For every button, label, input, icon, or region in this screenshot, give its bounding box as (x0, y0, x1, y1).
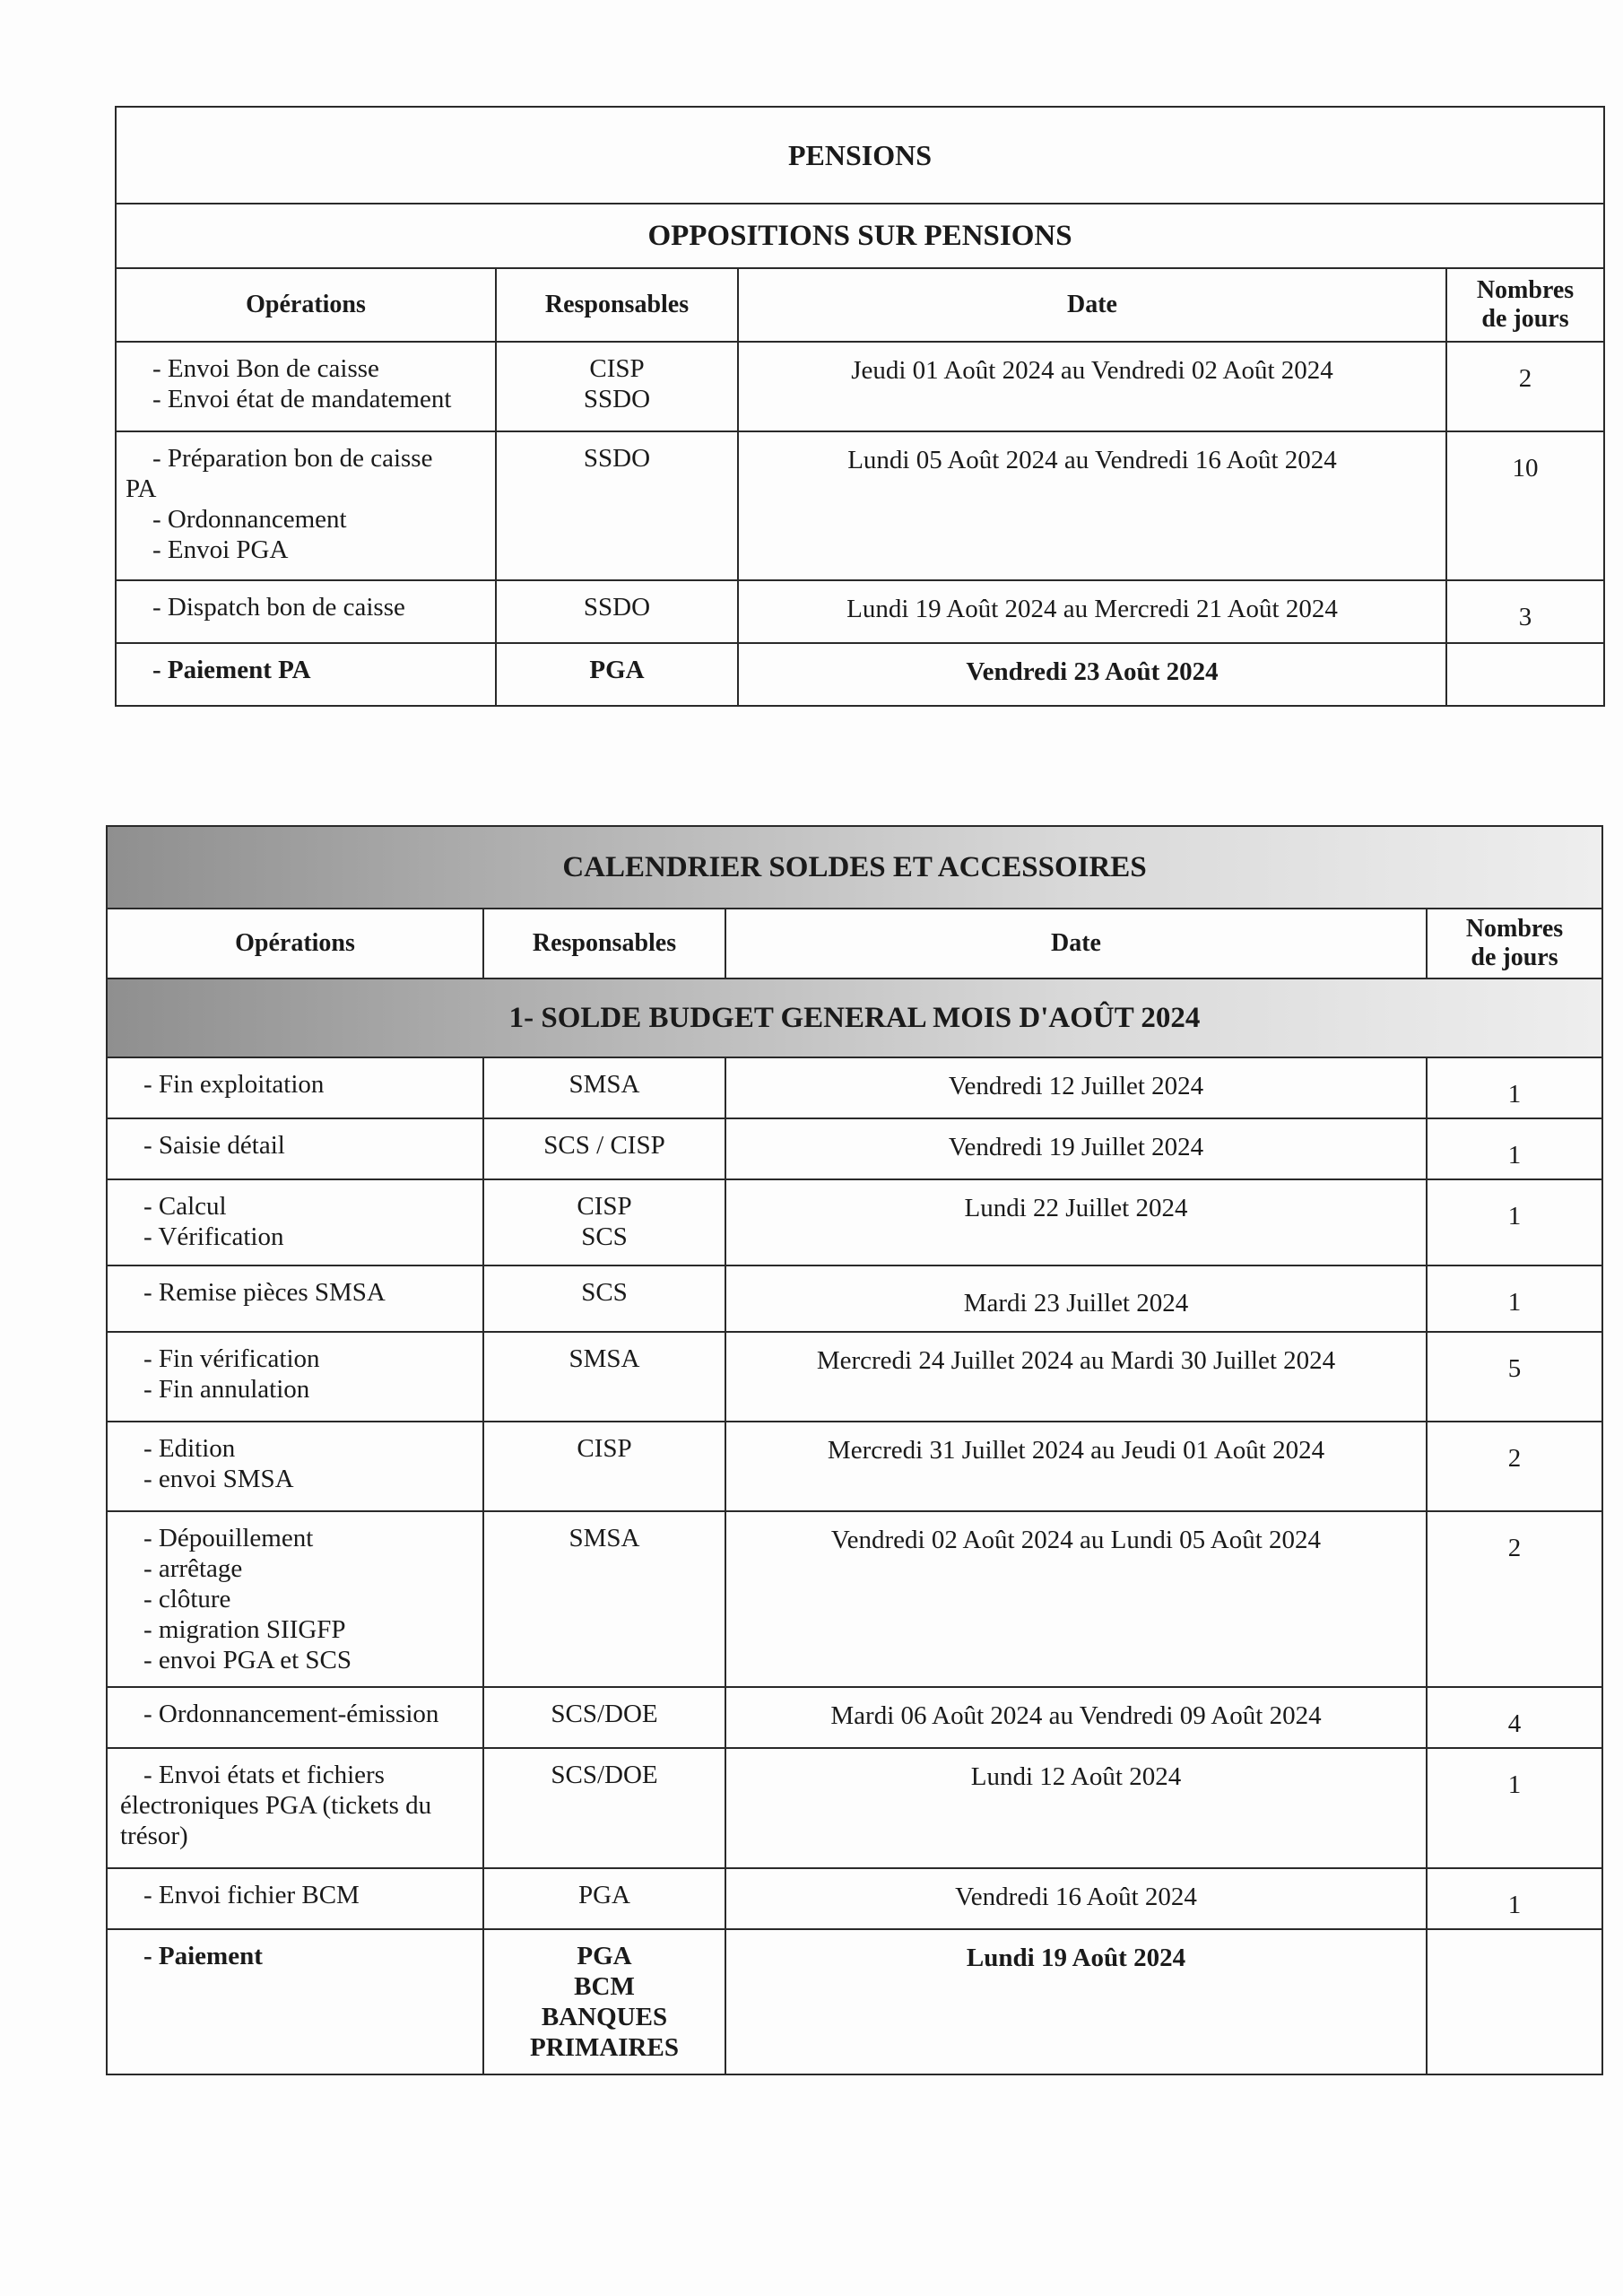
operations-cell (116, 342, 496, 431)
date-cell: Lundi 12 Août 2024 (725, 1748, 1427, 1868)
header-days-line1: Nombres (1465, 915, 1564, 943)
operation-line: - Paiement PA (152, 656, 311, 684)
responsable-line: PRIMAIRES (530, 2033, 679, 2062)
pensions-header-row (116, 268, 1604, 342)
table-row (107, 1179, 1602, 1265)
table-row (116, 643, 1604, 706)
operation-line: - Fin exploitation (143, 1070, 325, 1099)
operations-cell (107, 1422, 483, 1511)
table-row (107, 1422, 1602, 1511)
section-title-row (107, 978, 1602, 1057)
table-row (116, 431, 1604, 580)
date-cell: Vendredi 16 Août 2024 (725, 1868, 1427, 1929)
date-cell: Jeudi 01 Août 2024 au Vendredi 02 Août 2024 (738, 342, 1446, 431)
operation-line: - Saisie détail (143, 1131, 285, 1160)
responsable-line: SCS / CISP (543, 1131, 665, 1160)
operations-cell (107, 1929, 483, 2074)
days-cell (1446, 643, 1604, 706)
date-cell: Vendredi 19 Juillet 2024 (725, 1118, 1427, 1179)
responsable-line: CISP (577, 1434, 632, 1463)
header-operations: Opérations (107, 909, 483, 978)
date-cell: Lundi 19 Août 2024 au Mercredi 21 Août 2024 (738, 580, 1446, 643)
date-cell: Mardi 23 Juillet 2024 (725, 1265, 1427, 1332)
operation-line: - Paiement (143, 1942, 263, 1970)
soldes-table (106, 825, 1603, 2075)
table-row (116, 342, 1604, 431)
header-operations: Opérations (116, 268, 496, 342)
days-cell: 1 (1427, 1265, 1602, 1332)
table-row (107, 1748, 1602, 1868)
responsable-line: SCS (581, 1222, 628, 1251)
operation-line: - arrêtage (143, 1554, 243, 1583)
operation-line: - Fin annulation (143, 1375, 310, 1404)
responsables-cell (483, 1118, 725, 1179)
header-days (1446, 268, 1604, 342)
responsable-line: CISP (589, 354, 645, 383)
operations-cell (107, 1179, 483, 1265)
operation-line: - Fin vérification (143, 1344, 320, 1373)
pensions-title: PENSIONS (116, 107, 1604, 204)
operations-cell (116, 580, 496, 643)
header-responsables: Responsables (496, 268, 738, 342)
section-title: 1- SOLDE BUDGET GENERAL MOIS D'AOÛT 2024 (107, 978, 1602, 1057)
operation-line: - Ordonnancement (152, 505, 347, 534)
responsables-cell (483, 1265, 725, 1332)
date-cell: Mardi 06 Août 2024 au Vendredi 09 Août 2024 (725, 1687, 1427, 1748)
date-cell: Lundi 22 Juillet 2024 (725, 1179, 1427, 1265)
date-cell: Vendredi 23 Août 2024 (738, 643, 1446, 706)
days-cell: 2 (1427, 1511, 1602, 1687)
operation-line: - Calcul (143, 1192, 227, 1221)
responsable-line: SCS (581, 1278, 628, 1307)
days-cell: 1 (1427, 1118, 1602, 1179)
days-cell: 1 (1427, 1868, 1602, 1929)
operation-line: - envoi PGA et SCS (143, 1646, 352, 1674)
responsable-line: PGA (577, 1881, 630, 1909)
pensions-table (115, 106, 1605, 707)
operation-line: - Envoi état de mandatement (152, 385, 452, 413)
operations-cell (107, 1511, 483, 1687)
operations-cell (107, 1057, 483, 1118)
responsables-cell (496, 580, 738, 643)
pensions-subtitle-row (116, 204, 1604, 268)
days-cell: 3 (1446, 580, 1604, 643)
operation-line: PA (126, 474, 157, 503)
responsables-cell (496, 643, 738, 706)
responsable-line: SCS/DOE (551, 1700, 658, 1728)
responsable-line: PGA (589, 656, 645, 684)
operation-line: - Ordonnancement-émission (143, 1700, 439, 1728)
operations-cell (107, 1265, 483, 1332)
table-row (107, 1118, 1602, 1179)
operation-line: - Edition (143, 1434, 236, 1463)
table-row (107, 1929, 1602, 2074)
header-days-line2: de jours (1481, 305, 1569, 333)
days-cell: 2 (1446, 342, 1604, 431)
operation-line: électroniques PGA (tickets du (120, 1791, 432, 1820)
header-date: Date (738, 268, 1446, 342)
date-cell: Mercredi 31 Juillet 2024 au Jeudi 01 Août 2024 (725, 1422, 1427, 1511)
oppositions-subtitle: OPPOSITIONS SUR PENSIONS (116, 204, 1604, 268)
table-row (116, 580, 1604, 643)
pensions-title-row (116, 107, 1604, 204)
header-days-line1: Nombres (1476, 276, 1575, 304)
date-cell: Vendredi 12 Juillet 2024 (725, 1057, 1427, 1118)
table-row (107, 1868, 1602, 1929)
days-cell: 1 (1427, 1179, 1602, 1265)
header-days-line2: de jours (1471, 944, 1558, 971)
table-row (107, 1511, 1602, 1687)
responsable-line: SMSA (568, 1344, 640, 1373)
responsables-cell (483, 1179, 725, 1265)
operation-line: - Vérification (143, 1222, 284, 1251)
responsable-line: BCM (574, 1972, 635, 2001)
operation-line: - Envoi PGA (152, 535, 289, 564)
operation-line: - migration SIIGFP (143, 1615, 346, 1644)
date-cell: Mercredi 24 Juillet 2024 au Mardi 30 Juillet 2024 (725, 1332, 1427, 1422)
days-cell: 4 (1427, 1687, 1602, 1748)
responsables-cell (483, 1687, 725, 1748)
operation-line: - Préparation bon de caisse (152, 444, 433, 473)
days-cell: 10 (1446, 431, 1604, 580)
table-row (107, 1057, 1602, 1118)
days-cell: 5 (1427, 1332, 1602, 1422)
date-cell: Vendredi 02 Août 2024 au Lundi 05 Août 2024 (725, 1511, 1427, 1687)
days-cell (1427, 1929, 1602, 2074)
operations-cell (116, 643, 496, 706)
responsables-cell (483, 1057, 725, 1118)
responsables-cell (483, 1511, 725, 1687)
table-row (107, 1265, 1602, 1332)
operation-line: - Dispatch bon de caisse (152, 593, 405, 622)
operations-cell (107, 1118, 483, 1179)
responsable-line: SSDO (583, 385, 651, 413)
date-cell: Lundi 05 Août 2024 au Vendredi 16 Août 2024 (738, 431, 1446, 580)
responsable-line: PGA (577, 1942, 632, 1970)
operation-line: - Envoi états et fichiers (143, 1761, 385, 1789)
soldes-header-row (107, 909, 1602, 978)
days-cell: 2 (1427, 1422, 1602, 1511)
operation-line: trésor) (120, 1822, 188, 1850)
header-responsables: Responsables (483, 909, 725, 978)
responsables-cell (483, 1748, 725, 1868)
soldes-title-row (107, 826, 1602, 909)
operation-line: - Remise pièces SMSA (143, 1278, 386, 1307)
responsables-cell (496, 431, 738, 580)
date-cell: Lundi 19 Août 2024 (725, 1929, 1427, 2074)
responsable-line: SMSA (568, 1070, 640, 1099)
operations-cell (107, 1868, 483, 1929)
responsable-line: BANQUES (541, 2003, 668, 2031)
header-days (1427, 909, 1602, 978)
operation-line: - clôture (143, 1585, 231, 1613)
table-row (107, 1332, 1602, 1422)
operation-line: - Dépouillement (143, 1524, 314, 1552)
table-row (107, 1687, 1602, 1748)
header-date: Date (725, 909, 1427, 978)
responsable-line: SMSA (568, 1524, 640, 1552)
responsables-cell (483, 1929, 725, 2074)
operations-cell (107, 1687, 483, 1748)
days-cell: 1 (1427, 1057, 1602, 1118)
operation-line: - Envoi fichier BCM (143, 1881, 360, 1909)
responsables-cell (496, 342, 738, 431)
responsable-line: SSDO (583, 444, 651, 473)
operations-cell (116, 431, 496, 580)
operations-cell (107, 1748, 483, 1868)
days-cell: 1 (1427, 1748, 1602, 1868)
calendrier-title: CALENDRIER SOLDES ET ACCESSOIRES (107, 826, 1602, 909)
responsables-cell (483, 1868, 725, 1929)
operation-line: - envoi SMSA (143, 1465, 294, 1493)
responsables-cell (483, 1332, 725, 1422)
responsable-line: CISP (577, 1192, 632, 1221)
operation-line: - Envoi Bon de caisse (152, 354, 379, 383)
responsable-line: SSDO (583, 593, 651, 622)
responsable-line: SCS/DOE (551, 1761, 658, 1789)
operations-cell (107, 1332, 483, 1422)
responsables-cell (483, 1422, 725, 1511)
